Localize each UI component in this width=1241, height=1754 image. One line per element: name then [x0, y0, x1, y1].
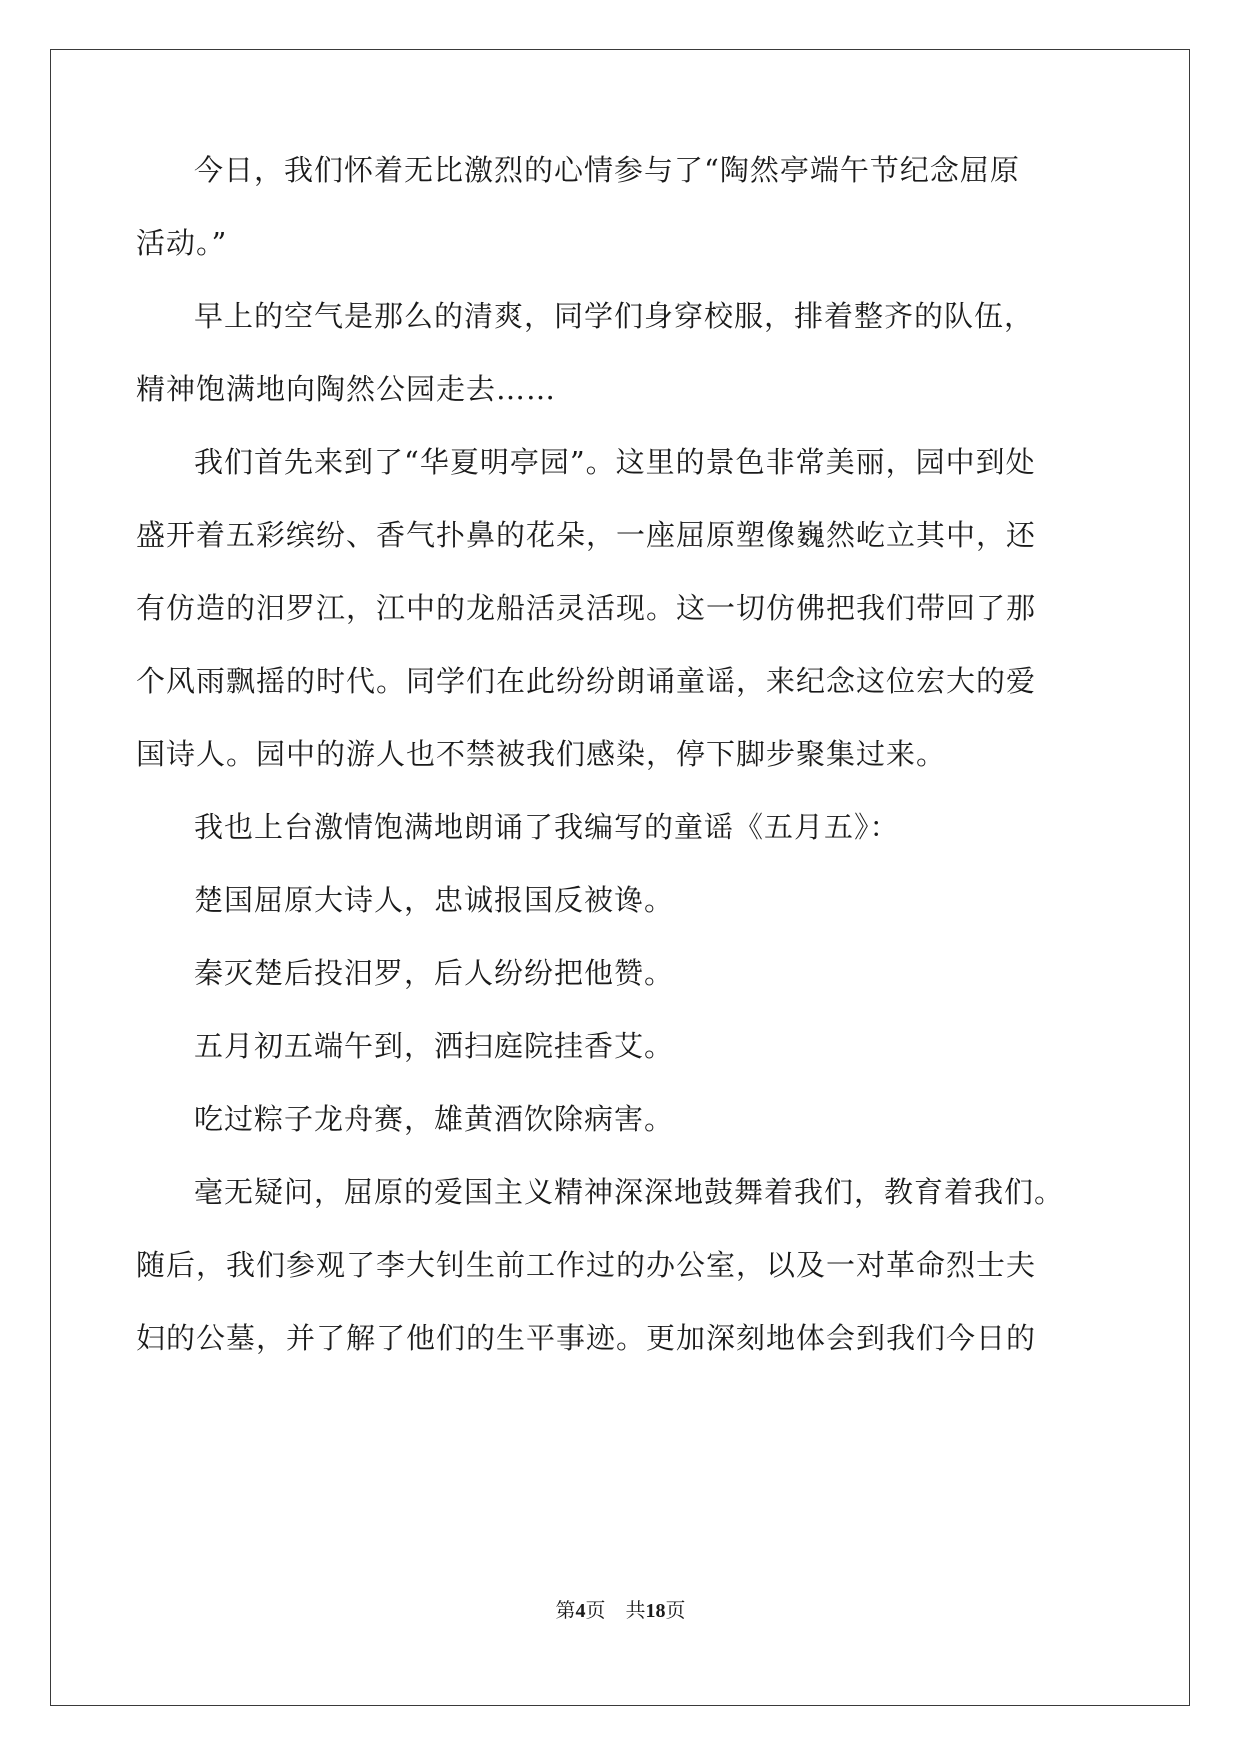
paragraph-first-line: 今日，我们怀着无比激烈的心情参与了“陶然亭端午节纪念屈原: [194, 153, 1020, 187]
page-footer: [0, 1598, 1241, 1624]
paragraph-line: 有仿造的汨罗江，江中的龙船活灵活现。这一切仿佛把我们带回了那: [136, 591, 1037, 625]
total-prefix: 共: [625, 1600, 646, 1622]
paragraph-first-line: 楚国屈原大诗人，忠诚报国反被谗。: [194, 883, 675, 917]
paragraph-first-line: 五月初五端午到，洒扫庭院挂香艾。: [194, 1029, 675, 1063]
paragraph-first-line: 早上的空气是那么的清爽，同学们身穿校服，排着整齐的队伍，: [194, 299, 1035, 333]
page-unit: 页: [585, 1600, 606, 1622]
paragraph-first-line: 秦灭楚后投汨罗，后人纷纷把他赞。: [194, 956, 675, 990]
paragraph-line: 随后，我们参观了李大钊生前工作过的办公室，以及一对革命烈士夫: [136, 1248, 1037, 1282]
paragraph-first-line: 毫无疑问，屈原的爱国主义精神深深地鼓舞着我们，教育着我们。: [194, 1175, 1065, 1209]
total-unit: 页: [665, 1600, 686, 1622]
paragraph-first-line: 吃过粽子龙舟赛，雄黄酒饮除病害。: [194, 1102, 675, 1136]
page-number: 4: [575, 1600, 586, 1622]
paragraph-first-line: 我们首先来到了“华夏明亭园”。这里的景色非常美丽，园中到处: [194, 445, 1036, 479]
paragraph-line: 国诗人。园中的游人也不禁被我们感染，停下脚步聚集过来。: [136, 737, 947, 771]
paragraph-line: 个风雨飘摇的时代。同学们在此纷纷朗诵童谣，来纪念这位宏大的爱: [136, 664, 1037, 698]
page-prefix: 第: [555, 1600, 576, 1622]
total-pages: 18: [645, 1600, 666, 1622]
paragraph-line: 妇的公墓，并了解了他们的生平事迹。更加深刻地体会到我们今日的: [136, 1321, 1037, 1355]
paragraph-line: 精神饱满地向陶然公园走去……: [136, 372, 557, 406]
paragraph-first-line: 我也上台激情饱满地朗诵了我编写的童谣《五月五》：: [194, 810, 900, 844]
paragraph-line: 活动。”: [136, 226, 228, 260]
paragraph-line: 盛开着五彩缤纷、香气扑鼻的花朵，一座屈原塑像巍然屹立其中，还: [136, 518, 1037, 552]
